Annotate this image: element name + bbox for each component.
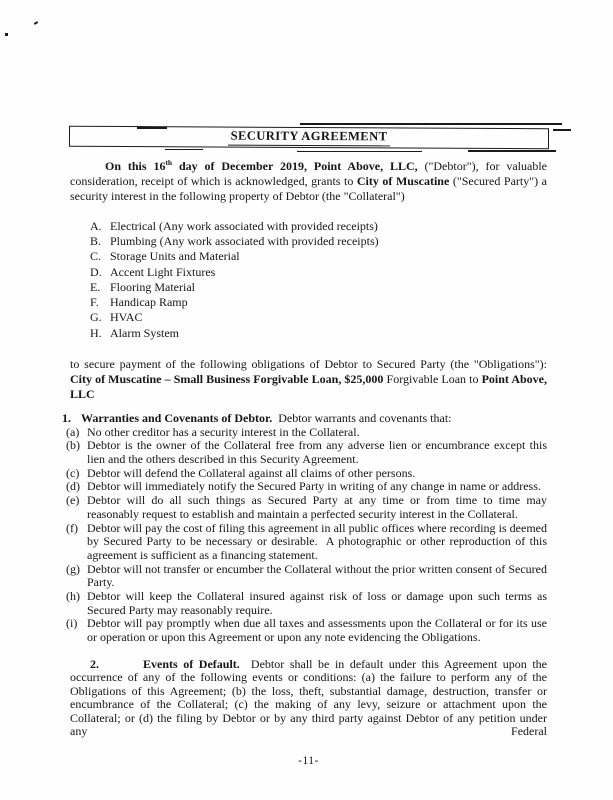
collateral-item-text: Alarm System — [110, 325, 179, 340]
warranty-item — [66, 522, 547, 563]
warranty-item-text: Debtor will keep the Collateral insured against risk of loss or damage upon such terms as Secured Party may reasonably require. — [87, 589, 547, 617]
warranty-item-text: Debtor is the owner of the Collateral free from any adverse lien or encumbrance except this lien and the others described in this Security Agreement. — [87, 438, 547, 466]
warranty-item-marker: (e) — [66, 493, 80, 508]
collateral-item-marker: C. — [90, 249, 102, 264]
collateral-item — [90, 326, 547, 341]
section-1-heading — [62, 411, 547, 426]
warranty-item — [66, 617, 547, 644]
document-body — [62, 0, 548, 767]
section-2-events-of-default: 2. Events of Default. Debtor shall be in default under this Agreement upon the occurrence of any of the following events or conditions: (a) the failure to perform any of the Obligations of this Agreement; (b) the loss, theft, substantial damage, destruction, transfer or encumbrance of the Collateral; (c) the making of any levy, seizure or attachment upon the Collateral; or (d) the filing by Debtor or by any third party against Debtor of any petition under any Federal — [70, 656, 547, 739]
title-box — [69, 126, 549, 150]
warranty-item-marker: (a) — [66, 424, 80, 439]
warranty-item-marker: (f) — [66, 520, 78, 535]
warranty-item — [66, 480, 547, 494]
scan-artifact-line — [553, 129, 571, 131]
collateral-item-marker: G. — [90, 310, 102, 325]
warranty-list — [66, 426, 547, 645]
warranty-item-marker: (h) — [66, 589, 80, 604]
warranty-item-text: Debtor will not transfer or encumber the Collateral without the prior written consent of Secured Party. — [87, 561, 547, 590]
collateral-item — [90, 265, 547, 280]
collateral-item-text: Handicap Ramp — [110, 295, 188, 310]
warranty-item-text: Debtor will pay the cost of filing this agreement in all public offices where recording is deemed by Secured Party to be necessary or desirable. A photographic or other reproduction of this agreement is sufficient as a financing statement. — [87, 520, 547, 562]
warranty-item-marker: (d) — [66, 479, 80, 494]
collateral-item-text: HVAC — [110, 310, 143, 325]
collateral-item-text: Storage Units and Material — [110, 249, 240, 264]
warranty-item — [66, 426, 547, 440]
collateral-item-marker: A. — [90, 218, 102, 233]
warranty-item-marker: (g) — [66, 561, 80, 576]
collateral-item — [90, 249, 547, 264]
collateral-item-marker: F. — [90, 295, 99, 310]
section-1-warranties — [62, 411, 547, 645]
collateral-item-marker: H. — [90, 325, 102, 340]
collateral-item-text: Accent Light Fixtures — [110, 264, 216, 279]
collateral-item-marker: D. — [90, 264, 102, 279]
warranty-item-text: No other creditor has a security interest in the Collateral. — [87, 424, 360, 439]
section-1-heading-text: Warranties and Covenants of Debtor. Debtor warrants and covenants that: — [81, 410, 452, 425]
warranty-item-marker: (b) — [66, 438, 80, 453]
warranty-item-marker: (i) — [66, 616, 78, 631]
warranty-item-marker: (c) — [66, 465, 80, 480]
page-number: -11- — [298, 754, 319, 767]
document-title: SECURITY AGREEMENT — [228, 129, 391, 147]
collateral-item — [90, 295, 547, 310]
collateral-item — [90, 310, 547, 325]
warranty-item — [66, 563, 547, 590]
warranty-item-text: Debtor will pay promptly when due all taxes and assessments upon the Collateral or for its use or operation or upon this Agreement or upon any note evidencing the Obligations. — [87, 616, 547, 645]
collateral-item-marker: E. — [90, 279, 101, 294]
collateral-item — [90, 280, 547, 295]
warranty-item — [66, 439, 547, 466]
warranty-item-text: Debtor will do all such things as Secured Party at any time or from time to time may reasonably request to establish and maintain a perfected security interest in the Collateral. — [87, 493, 547, 521]
collateral-item-text: Electrical (Any work associated with provided receipts) — [110, 218, 378, 233]
warranty-item — [66, 467, 547, 481]
collateral-item-marker: B. — [90, 233, 102, 248]
collateral-list — [90, 219, 547, 341]
collateral-item — [90, 234, 547, 249]
obligations-paragraph: to secure payment of the following obligations of Debtor to Secured Party (the "Obligations"): City of Muscatine – Small Business Forgivable Loan, $25,000 Forgivable Loan to Point Above, LLC — [70, 356, 547, 402]
warranty-item — [66, 590, 547, 617]
intro-paragraph: On this 16th day of December 2019, Point Above, LLC, ("Debtor"), for valuable consideration, receipt of which is acknowledged, grants to City of Muscatine ("Secured Party") a security interest in the following property of Debtor (the "Collateral") — [70, 158, 548, 204]
scan-speck — [5, 33, 8, 36]
warranty-item-text: Debtor will defend the Collateral against all claims of other persons. — [87, 465, 416, 480]
warranty-item-text: Debtor will immediately notify the Secured Party in writing of any change in name or address. — [87, 479, 541, 494]
collateral-item-text: Flooring Material — [110, 279, 195, 294]
collateral-item-text: Plumbing (Any work associated with provided receipts) — [110, 233, 379, 248]
warranty-item — [66, 494, 547, 521]
section-1-number: 1. — [62, 410, 71, 425]
collateral-item — [90, 219, 547, 234]
scan-speck — [34, 21, 38, 25]
